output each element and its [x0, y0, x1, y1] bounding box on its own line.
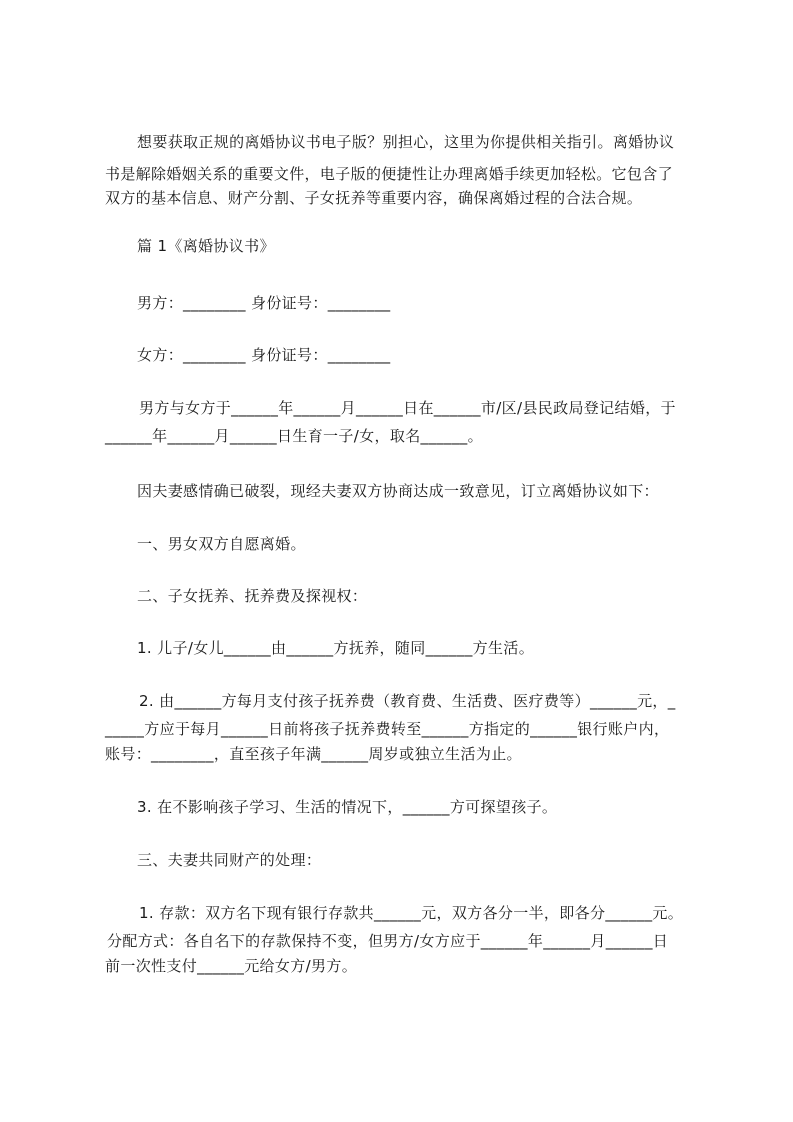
item-2-3: 3. 在不影响孩子学习、生活的情况下，______方可探望孩子。 [137, 798, 558, 816]
item-2-2-line-3: 账号：________，直至孩子年满______周岁或独立生活为止。 [105, 745, 522, 763]
item-2-1: 1. 儿子/女儿______由______方抚养，随同______方生活。 [137, 639, 535, 657]
item-2-2-line-2: _____方应于每月______日前将孩子抚养费转至______方指定的______银行账户内， [105, 720, 670, 738]
clause-1-heading: 一、男女双方自愿离婚。 [137, 535, 306, 553]
item-3-1-line-3: 前一次性支付______元给女方/男方。 [105, 957, 358, 975]
item-2-2-line-1: 2. 由______方每月支付孩子抚养费（教育费、生活费、医疗费等）______元，_ [139, 692, 676, 710]
man-info-line: 男方：________ 身份证号：________ [137, 294, 391, 312]
intro-line-3: 双方的基本信息、财产分割、子女抚养等重要内容，确保离婚过程的合法合规。 [105, 189, 643, 207]
clause-2-heading: 二、子女抚养、抚养费及探视权： [137, 587, 368, 605]
marriage-line-1: 男方与女方于______年______月______日在______市/区/县民政局登记结婚，于 [139, 399, 676, 417]
woman-info-line: 女方：________ 身份证号：________ [137, 346, 391, 364]
intro-line-2: 书是解除婚姻关系的重要文件，电子版的便捷性让办理离婚手续更加轻松。它包含了 [105, 165, 673, 183]
item-3-1-line-1: 1. 存款：双方名下现有银行存款共______元，双方各分一半，即各分______元。 [139, 904, 684, 922]
item-3-1-line-2: 分配方式：各自名下的存款保持不变，但男方/女方应于______年______月______日 [107, 932, 669, 950]
preamble-text: 因夫妻感情确已破裂，现经夫妻双方协商达成一致意见，订立离婚协议如下： [137, 482, 659, 500]
marriage-line-2: ______年______月______日生育一子/女，取名______。 [105, 427, 484, 445]
clause-3-heading: 三、夫妻共同财产的处理： [137, 851, 322, 869]
section-title: 篇 1《离婚协议书》 [137, 237, 275, 255]
intro-line-1: 想要获取正规的离婚协议书电子版？别担心，这里为你提供相关指引。离婚协议 [137, 133, 675, 151]
